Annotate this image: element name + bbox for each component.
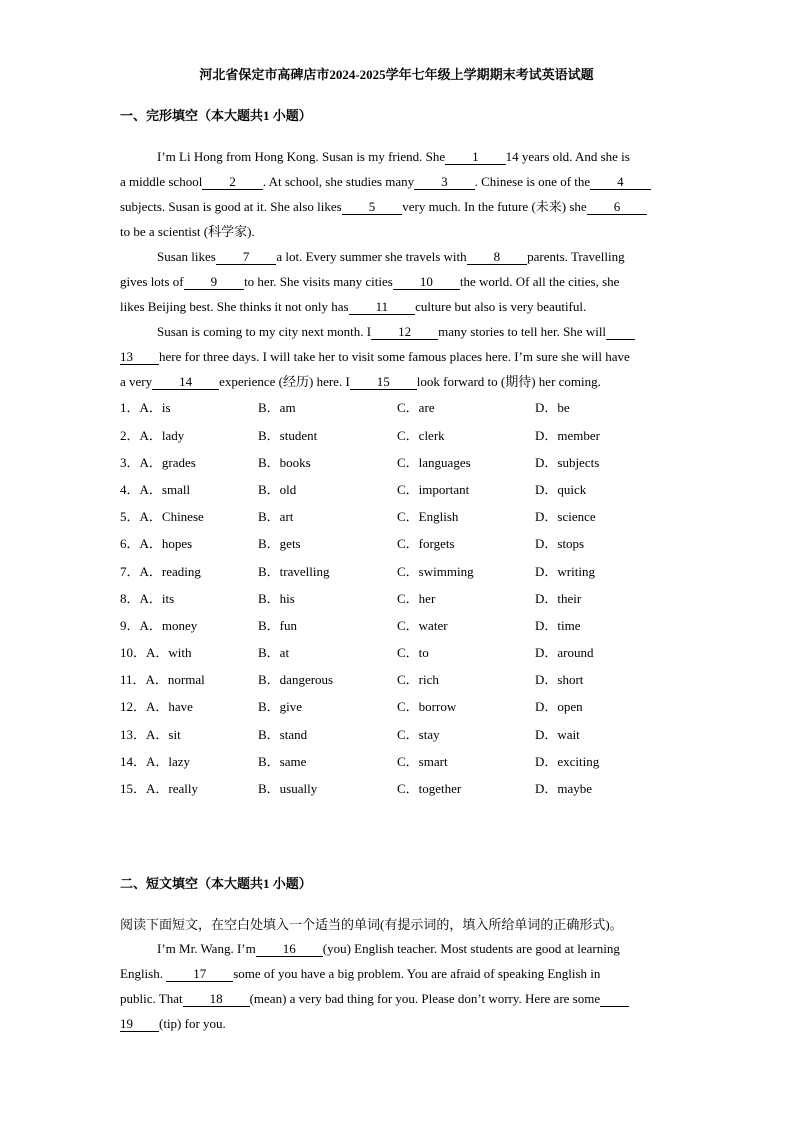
option-d: D．their [535,590,582,606]
option-c: C．her [397,590,436,606]
option-cell [535,639,594,666]
option-a: A．lady [139,427,185,443]
passage-text: I’m Mr. Wang. I’m [157,941,256,957]
blank-15: 15 [350,375,417,390]
question-row [120,721,680,748]
option-b: B．books [258,454,311,470]
passage-paragraph [120,319,720,394]
option-b: B．his [258,590,295,606]
option-cell [397,476,469,503]
passage-text: Susan likes [157,248,216,264]
section-1-heading: 一、完形填空（本大题共1 小题） [120,108,312,123]
option-c: C．important [397,481,470,497]
option-d: D．exciting [535,753,600,769]
passage-text: public. That [120,990,183,1006]
option-cell [258,775,317,802]
option-c: C．together [397,781,462,797]
passage-line [120,194,720,219]
option-cell [120,775,198,802]
question-row [120,612,680,639]
option-cell [535,693,583,720]
blank-1: 1 [445,150,506,165]
option-cell [397,612,448,639]
question-number: 3． [120,454,140,470]
passage-text: 14 years old. And she is [505,148,630,164]
option-cell [120,612,197,639]
blank-5: 5 [342,200,403,215]
passage-text: to her. She visits many cities [244,273,393,289]
option-d: D．stops [535,536,585,552]
question-number: 4． [120,481,140,497]
passage-text: . Chinese is one of the [474,173,591,189]
option-cell [535,422,600,449]
passage-text: (mean) a very bad thing for you. Please don’t worry. Here are some [249,990,601,1006]
passage-text: . At school, she studies many [262,173,415,189]
option-cell [120,449,196,476]
option-cell [535,748,599,775]
option-c: C．stay [397,726,440,742]
option-cell [120,476,190,503]
option-cell [397,775,461,802]
option-c: C．smart [397,753,448,769]
option-b: B．at [258,645,290,661]
option-cell [535,503,596,530]
option-a: A．small [139,481,191,497]
option-cell [258,612,297,639]
passage-line [120,244,720,269]
question-number: 12． [120,699,147,715]
option-a: A．really [146,781,198,797]
option-cell [535,394,570,421]
fill-in-section [120,913,720,1037]
blank-14: 14 [152,375,219,390]
passage-text: gives lots of [120,273,184,289]
question-number: 13． [120,726,147,742]
blank-6: 6 [587,200,648,215]
blank-8: 8 [467,250,528,265]
question-number: 9． [120,617,140,633]
option-b: B．same [258,753,307,769]
option-a: A．is [139,400,171,416]
option-cell [120,394,171,421]
option-a: A．reading [139,563,201,579]
passage-text: English. [120,966,167,982]
option-cell [258,693,302,720]
option-cell [535,585,581,612]
passage-line [120,144,720,169]
option-a: A．have [146,699,193,715]
question-row [120,503,680,530]
question-row [120,748,680,775]
option-cell [120,422,184,449]
option-c: C．English [397,509,459,525]
option-cell [258,639,289,666]
option-a: A．hopes [139,536,193,552]
option-cell [535,666,583,693]
option-c: C．are [397,400,435,416]
question-row [120,585,680,612]
passage-text: likes Beijing best. She thinks it not only has [120,298,349,314]
option-d: D．member [535,427,600,443]
passage-paragraph [120,937,720,1036]
option-c: C．to [397,645,429,661]
option-cell [397,639,429,666]
passage-line [120,987,720,1012]
option-a: A．Chinese [139,509,204,525]
question-number: 8． [120,590,140,606]
option-c: C．rich [397,672,439,688]
option-cell [397,693,456,720]
option-cell [258,530,301,557]
option-b: B．usually [258,781,318,797]
passage-text: look forward to (期待) her coming. [416,373,601,389]
option-a: A．sit [146,726,181,742]
option-cell [120,748,190,775]
passage-text: Susan is coming to my city next month. I [157,323,372,339]
passage-line [120,294,720,319]
passage-paragraph [120,144,720,244]
section-2-heading: 二、短文填空（本大题共1 小题） [120,876,312,891]
passage-text: parents. Travelling [527,248,625,264]
cloze-passage [120,144,720,394]
option-d: D．open [535,699,583,715]
passage-line [120,219,720,244]
option-cell [258,422,317,449]
option-cell [535,558,595,585]
passage-text: (you) English teacher. Most students are good at learning [322,941,620,957]
option-cell [258,721,307,748]
passage-text: I’m Li Hong from Hong Kong. Susan is my friend. She [157,148,446,164]
question-number: 5． [120,509,140,525]
question-row [120,693,680,720]
option-d: D．science [535,509,596,525]
option-cell [535,612,581,639]
passage-line [120,369,720,394]
option-d: D．maybe [535,781,593,797]
passage-text: very much. In the future (未来) she [402,198,587,214]
passage-text: many stories to tell her. She will [438,323,607,339]
option-cell [397,422,445,449]
option-b: B．travelling [258,563,330,579]
document-title: 河北省保定市高碑店市2024-2025学年七年级上学期期末考试英语试题 [199,67,594,82]
question-row [120,558,680,585]
blank-line-continued [606,325,635,340]
question-row [120,449,680,476]
passage-line [120,319,720,344]
option-cell [535,775,592,802]
passage-text: experience (经历) here. I [219,373,350,389]
option-cell [397,530,455,557]
question-number: 10． [120,645,147,661]
option-a: A．grades [139,454,196,470]
option-d: D．subjects [535,454,600,470]
option-c: C．languages [397,454,471,470]
passage-text: a middle school [120,173,203,189]
blank-16: 16 [256,942,323,957]
question-number: 7． [120,563,140,579]
option-cell [397,666,439,693]
option-cell [120,639,192,666]
option-cell [535,476,586,503]
option-cell [397,748,448,775]
option-c: C．borrow [397,699,457,715]
option-b: B．fun [258,617,298,633]
blank-17: 17 [166,967,233,982]
question-row [120,394,680,421]
blank-13: 13 [120,350,159,365]
blank-19: 19 [120,1017,159,1032]
option-b: B．gets [258,536,301,552]
blank-7: 7 [216,250,277,265]
passage-line [120,962,720,987]
option-d: D．quick [535,481,587,497]
passage-text: culture but also is very beautiful. [415,298,587,314]
option-cell [535,721,580,748]
option-cell [535,449,599,476]
blank-18: 18 [183,992,250,1007]
passage-text: (tip) for you. [159,1015,226,1031]
option-a: A．normal [145,672,205,688]
option-d: D．be [535,400,570,416]
option-cell [120,693,193,720]
passage-text: a very [120,373,153,389]
option-d: D．writing [535,563,595,579]
option-cell [120,530,192,557]
question-number: 15． [120,781,147,797]
question-row [120,775,680,802]
question-row [120,422,680,449]
question-number: 6． [120,536,140,552]
passage-line [120,344,720,369]
option-d: D．wait [535,726,580,742]
passage-text: a lot. Every summer she travels with [276,248,467,264]
option-cell [258,503,293,530]
blank-2: 2 [202,175,263,190]
option-cell [397,721,440,748]
option-cell [397,394,435,421]
option-c: C．swimming [397,563,474,579]
question-number: 1． [120,400,140,416]
option-c: C．water [397,617,448,633]
option-cell [535,530,584,557]
question-number: 11． [120,672,146,688]
option-a: A．lazy [146,753,191,769]
passage-paragraph [120,244,720,319]
passage-text: subjects. Susan is good at it. She also likes [120,198,342,214]
option-cell [258,394,296,421]
passage-line [120,937,720,962]
option-cell [120,721,181,748]
blank-3: 3 [414,175,475,190]
option-b: B．art [258,509,294,525]
fill-in-passage [120,937,720,1036]
option-b: B．dangerous [258,672,334,688]
option-b: B．stand [258,726,308,742]
option-cell [258,449,311,476]
option-cell [397,449,471,476]
passage-line [120,169,720,194]
question-row [120,476,680,503]
option-cell [397,585,435,612]
question-row [120,666,680,693]
passage-text: the world. Of all the cities, she [459,273,620,289]
option-d: D．time [535,617,581,633]
option-cell [397,503,458,530]
passage-text: to be a scientist (科学家). [120,223,255,239]
option-cell [120,666,205,693]
option-a: A．money [139,617,198,633]
option-a: A．with [146,645,192,661]
passage-line [120,269,720,294]
option-cell [258,666,333,693]
option-b: B．give [258,699,303,715]
option-c: C．forgets [397,536,455,552]
question-row [120,639,680,666]
question-number: 2． [120,427,140,443]
option-d: D．around [535,645,594,661]
option-cell [397,558,474,585]
passage-text: here for three days. I will take her to visit some famous places here. I’m sure she will have [159,348,630,364]
passage-text: some of you have a big problem. You are afraid of speaking English in [233,966,601,982]
option-b: B．am [258,400,296,416]
question-number: 14． [120,753,147,769]
blank-4: 4 [590,175,651,190]
option-c: C．clerk [397,427,445,443]
option-cell [258,476,296,503]
option-cell [258,748,306,775]
option-b: B．student [258,427,318,443]
option-cell [120,585,174,612]
blank-9: 9 [184,275,245,290]
blank-line-continued [600,992,629,1007]
option-cell [258,558,330,585]
question-row [120,530,680,557]
option-a: A．its [139,590,175,606]
option-cell [120,558,201,585]
blank-10: 10 [393,275,460,290]
option-cell [258,585,295,612]
option-b: B．old [258,481,297,497]
option-d: D．short [535,672,584,688]
passage-line [120,1012,720,1037]
section-2-instruction: 阅读下面短文，在空白处填入一个适当的单词(有提示词的，填入所给单词的正确形式)。 [120,916,623,932]
blank-11: 11 [349,300,416,315]
cloze-options-list [120,394,680,802]
option-cell [120,503,204,530]
blank-12: 12 [371,325,438,340]
